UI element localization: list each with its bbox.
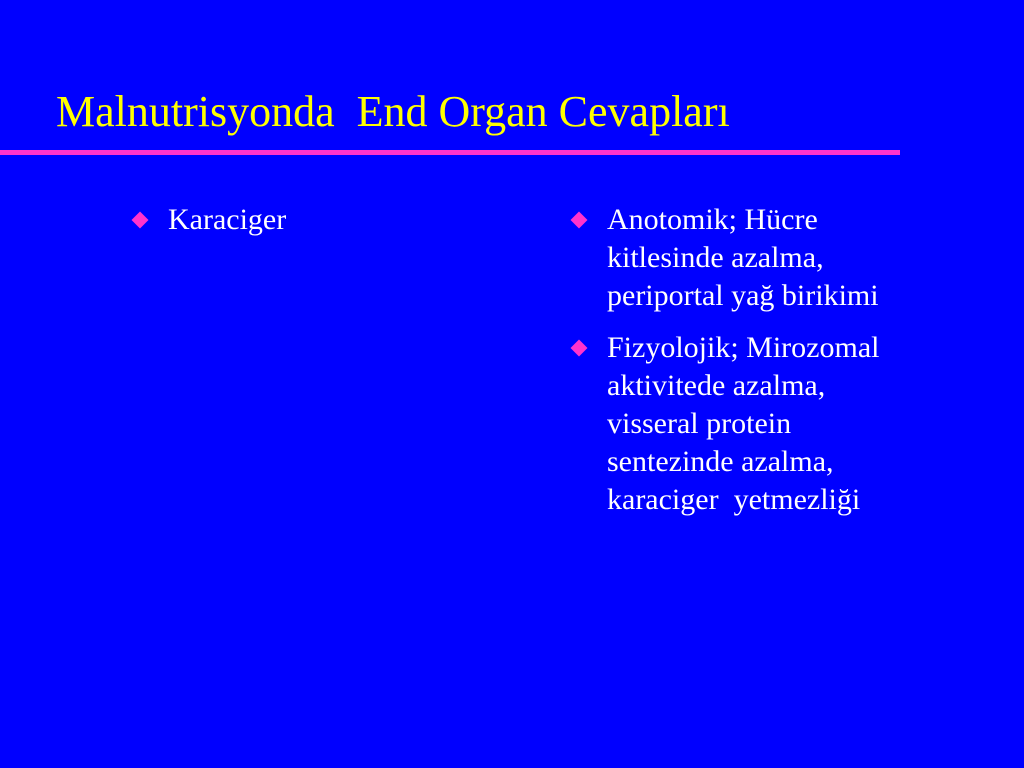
left-column (128, 201, 286, 253)
slide-title: Malnutrisyonda End Organ Cevapları (56, 87, 730, 136)
bullet-text-line: Fizyolojik; Mirozomal (607, 331, 880, 364)
bullet-text-line: aktivitede azalma, (607, 369, 826, 402)
bullet-text-line: visseral protein (607, 407, 792, 440)
diamond-bullet-icon (571, 340, 588, 357)
diamond-bullet-icon (132, 212, 149, 229)
bullet-text-line: kitlesinde azalma, (607, 241, 824, 274)
bullet-text-line: Anotomik; Hücre (607, 203, 818, 236)
bullet-text-line: sentezinde azalma, (607, 445, 834, 478)
bullet-item (567, 329, 1007, 519)
bullet-item (567, 201, 1007, 315)
diamond-bullet-icon (571, 212, 588, 229)
right-column (567, 201, 1007, 533)
bullet-item (128, 201, 286, 239)
title-underline (0, 150, 900, 155)
bullet-text-line: Karaciger (168, 203, 287, 236)
bullet-text-line: karaciger yetmezliği (607, 483, 861, 516)
bullet-text-line: periportal yağ birikimi (607, 279, 879, 312)
